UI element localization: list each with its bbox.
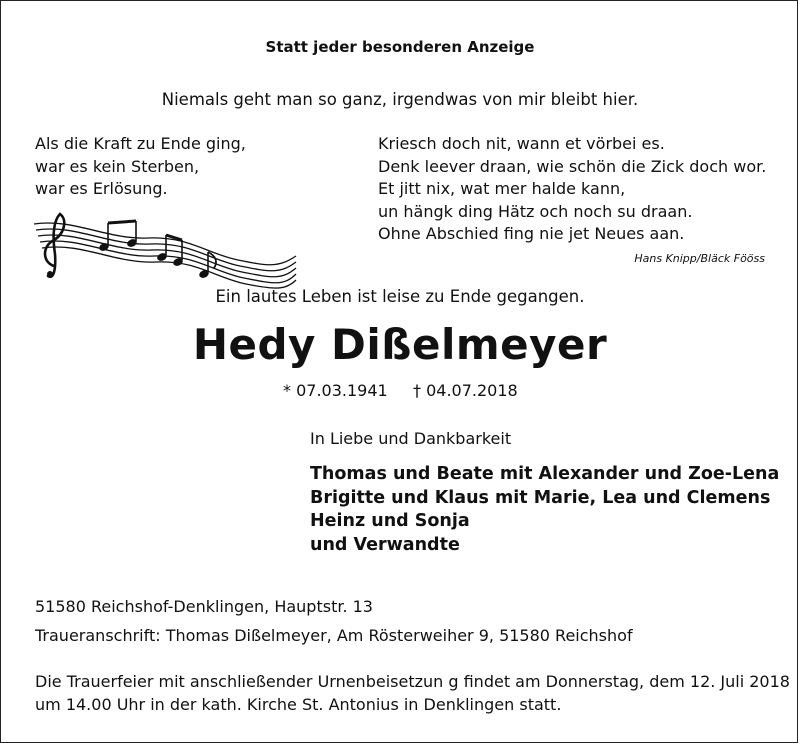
birth-date: * 07.03.1941 [283, 381, 388, 400]
poem-right-line: Ohne Abschied fing nie jet Neues aan. [378, 224, 685, 243]
poem-right-line: un hängk ding Hätz och noch su draan. [378, 201, 693, 221]
notice-header: Statt jeder besonderen Anzeige [265, 38, 535, 56]
motto-line: Niemals geht man so ganz, irgendwas von mir bleibt hier. [161, 90, 639, 109]
poem-left-line: Als die Kraft zu Ende ging, [35, 134, 246, 153]
family-member-line: Brigitte und Klaus mit Marie, Lea und Clemens [310, 487, 771, 508]
residence-address: 51580 Reichshof-Denklingen, Hauptstr. 13 [35, 597, 373, 616]
poem-left-line: war es kein Sterben, [35, 156, 200, 176]
poem-left-line: war es Erlösung. [35, 179, 168, 198]
deceased-name: Hedy Dißelmeyer [192, 320, 608, 369]
poem-credit: Hans Knipp/Bläck Fööss [634, 252, 765, 265]
poem-right-line: Denk leever draan, wie schön die Zick doch wor. [378, 156, 767, 176]
ceremony-info [35, 671, 790, 716]
family-member-line: und Verwandte [310, 534, 460, 555]
music-staff-notes-icon [28, 210, 298, 290]
poem-right-line: Et jitt nix, wat mer halde kann, [378, 179, 626, 198]
family-list [310, 463, 779, 557]
dedication-line: In Liebe und Dankbarkeit [310, 429, 512, 448]
poem-right-line: Kriesch doch nit, wann et vörbei es. [378, 134, 665, 153]
family-member-line: Thomas und Beate mit Alexander und Zoe-Lena [310, 464, 780, 484]
mourning-address: Traueranschrift: Thomas Dißelmeyer, Am Rösterweiher 9, 51580 Reichshof [35, 626, 633, 645]
ceremony-line: um 14.00 Uhr in der kath. Kirche St. Antonius in Denklingen statt. [35, 694, 562, 714]
poem-right [378, 133, 766, 246]
ceremony-line: Die Trauerfeier mit anschließender Urnenbeisetzun g findet am Donnerstag, dem 12. Juli 2018 [35, 672, 790, 691]
intro-line: Ein lautes Leben ist leise zu Ende gegangen. [215, 287, 585, 306]
poem-left [35, 133, 246, 201]
family-member-line: Heinz und Sonja [310, 511, 470, 531]
death-date: † 04.07.2018 [413, 381, 518, 400]
